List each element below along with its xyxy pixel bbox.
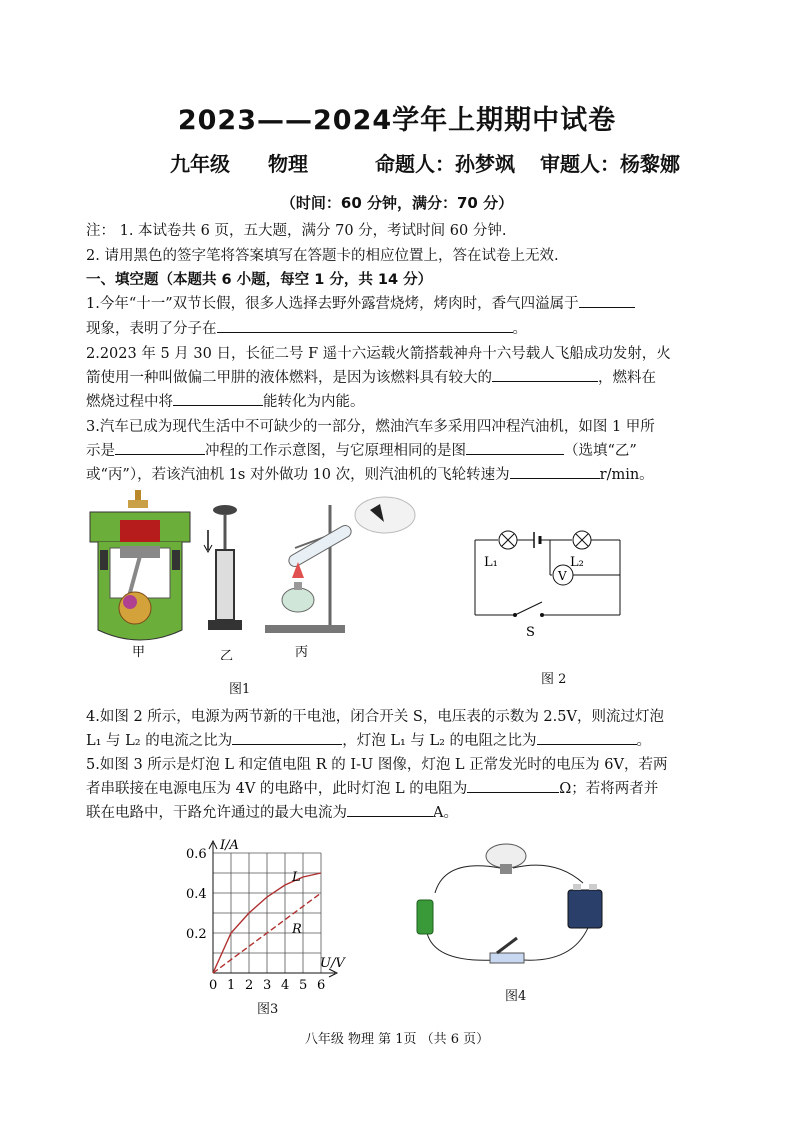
note-2: 2. 请用黑色的签字笔将答案填写在答题卡的相应位置上，答在试卷上无效. — [86, 248, 559, 264]
label-bing: 丙 — [295, 645, 309, 660]
x-tick-label: 4 — [281, 978, 290, 993]
x-tick-label: 5 — [299, 978, 308, 993]
reviewer: 审题人：杨黎娜 — [540, 152, 680, 176]
q4-text3: 。 — [636, 733, 652, 749]
curve-r-label: R — [292, 922, 302, 937]
q2-line2 — [86, 367, 656, 389]
q5-blank2[interactable] — [347, 802, 433, 817]
subject: 物理 — [268, 152, 308, 176]
q1-text2: 现象，表明了分子在 — [86, 321, 217, 337]
curve-l-label: L — [292, 870, 301, 885]
q1-text3: 。 — [512, 321, 527, 337]
q5-line1: 5.如图 3 所示是灯泡 L 和定值电阻 R 的 I-U 图像，灯泡 L 正常发光时的电压为 6V，若两 — [86, 757, 668, 773]
q2-line3 — [86, 391, 365, 413]
figure-2-circuit — [470, 520, 630, 640]
y-tick-label: 0.4 — [186, 887, 207, 902]
figure-1-caption: 图1 — [229, 682, 251, 697]
exam-title: 2023——2024学年上期期中试卷 — [177, 105, 617, 136]
label-jia: 甲 — [132, 645, 146, 660]
q4-blank2[interactable] — [537, 730, 637, 745]
q5-text4: A。 — [433, 805, 458, 821]
q3-text5: r/min。 — [599, 467, 654, 483]
x-tick-label: 2 — [245, 978, 254, 993]
q2-text1: 箭使用一种叫做偏二甲肼的液体燃料，是因为该燃料具有较大的 — [86, 370, 492, 386]
y-tick-label: 0.6 — [186, 847, 207, 862]
q3-text2: 冲程的工作示意图，与它原理相同的是图 — [205, 443, 466, 459]
q1-line2 — [86, 318, 527, 340]
figure-3-iu-chart — [180, 835, 350, 995]
q5-text3: 联在电路中，干路允许通过的最大电流为 — [86, 805, 347, 821]
figure-2-caption: 图 2 — [541, 672, 567, 687]
exam-time: （时间：60 分钟，满分：70 分） — [280, 194, 514, 212]
q4-blank1[interactable] — [232, 730, 342, 745]
q3-text4: 或“丙”），若该汽油机 1s 对外做功 10 次，则汽油机的飞轮转速为 — [86, 467, 510, 483]
q5-line2 — [86, 778, 658, 800]
q5-blank1[interactable] — [467, 778, 559, 793]
chart-ticks — [186, 847, 325, 993]
x-axis-label: U/V — [320, 956, 345, 971]
q3-blank3[interactable] — [510, 464, 600, 479]
q1-blank2[interactable] — [217, 318, 513, 333]
label-l1: L₁ — [484, 555, 498, 570]
y-axis-label: I/A — [220, 838, 239, 853]
chart-grid — [213, 853, 321, 973]
q1-line1 — [86, 293, 635, 315]
grade: 九年级 — [170, 152, 230, 176]
test-tube-illustration — [265, 497, 415, 633]
q1-blank1[interactable] — [579, 293, 635, 308]
engine-illustration — [90, 490, 190, 640]
q4-text1: L₁ 与 L₂ 的电流之比为 — [86, 733, 233, 749]
label-s: S — [526, 625, 535, 640]
q2-text2: ，燃料在 — [598, 370, 656, 386]
y-tick-label: 0.2 — [186, 927, 207, 942]
figure-3-caption: 图3 — [257, 1002, 279, 1017]
q4-text2: ，灯泡 L₁ 与 L₂ 的电阻之比为 — [342, 733, 537, 749]
resistor-icon — [417, 900, 433, 934]
q2-line1: 2.2023 年 5 月 30 日，长征二号 F 遥十六运载火箭搭载神舟十六号载人飞船成功发射，火 — [86, 346, 671, 362]
q4-line2 — [86, 730, 651, 752]
battery-icon — [568, 890, 602, 928]
q5-line3 — [86, 802, 458, 824]
q3-text3: （选填“乙” — [564, 443, 637, 459]
q2-text4: 能转化为内能。 — [263, 394, 365, 410]
q2-text3: 燃烧过程中将 — [86, 394, 173, 410]
label-l2: L₂ — [570, 555, 584, 570]
x-tick-label: 1 — [227, 978, 236, 993]
note-1: 注： 1. 本试卷共 6 页，五大题，满分 70 分，考试时间 60 分钟. — [86, 223, 507, 239]
q3-blank2[interactable] — [466, 440, 564, 455]
q5-text1: 者串联接在电源电压为 4V 的电路中，此时灯泡 L 的电阻为 — [86, 781, 468, 797]
figure-4-circuit — [405, 838, 615, 973]
q3-text1: 示是 — [86, 443, 115, 459]
q3-line3 — [86, 464, 654, 486]
section-heading: 一、填空题（本题共 6 小题，每空 1 分，共 14 分） — [86, 272, 433, 288]
label-yi: 乙 — [220, 649, 234, 660]
figure-1 — [80, 490, 420, 660]
q3-line1: 3.汽车已成为现代生活中不可缺少的一部分，燃油汽车多采用四冲程汽油机，如图 1 甲所 — [86, 419, 655, 435]
q4-line1: 4.如图 2 所示，电源为两节新的干电池，闭合开关 S，电压表的示数为 2.5V，则流过灯泡 — [86, 709, 664, 725]
q2-blank1[interactable] — [492, 367, 598, 382]
q1-text1: 1.今年“十一”双节长假，很多人选择去野外露营烧烤，烤肉时，香气四溢属于 — [86, 296, 579, 312]
figure-4-caption: 图4 — [505, 989, 527, 1004]
page-footer: 八年级 物理 第 1页 （共 6 页） — [304, 1032, 490, 1047]
label-v: V — [558, 569, 567, 583]
x-tick-label: 0 — [209, 978, 218, 993]
x-tick-label: 6 — [317, 978, 326, 993]
author: 命题人：孙梦飒 — [375, 152, 515, 176]
switch-icon — [490, 953, 524, 963]
q5-text2: Ω；若将两者并 — [559, 781, 659, 797]
x-tick-label: 3 — [263, 978, 272, 993]
q2-blank2[interactable] — [173, 391, 263, 406]
air-pump-illustration — [204, 505, 242, 630]
q3-blank1[interactable] — [115, 440, 205, 455]
q3-line2 — [86, 440, 637, 462]
